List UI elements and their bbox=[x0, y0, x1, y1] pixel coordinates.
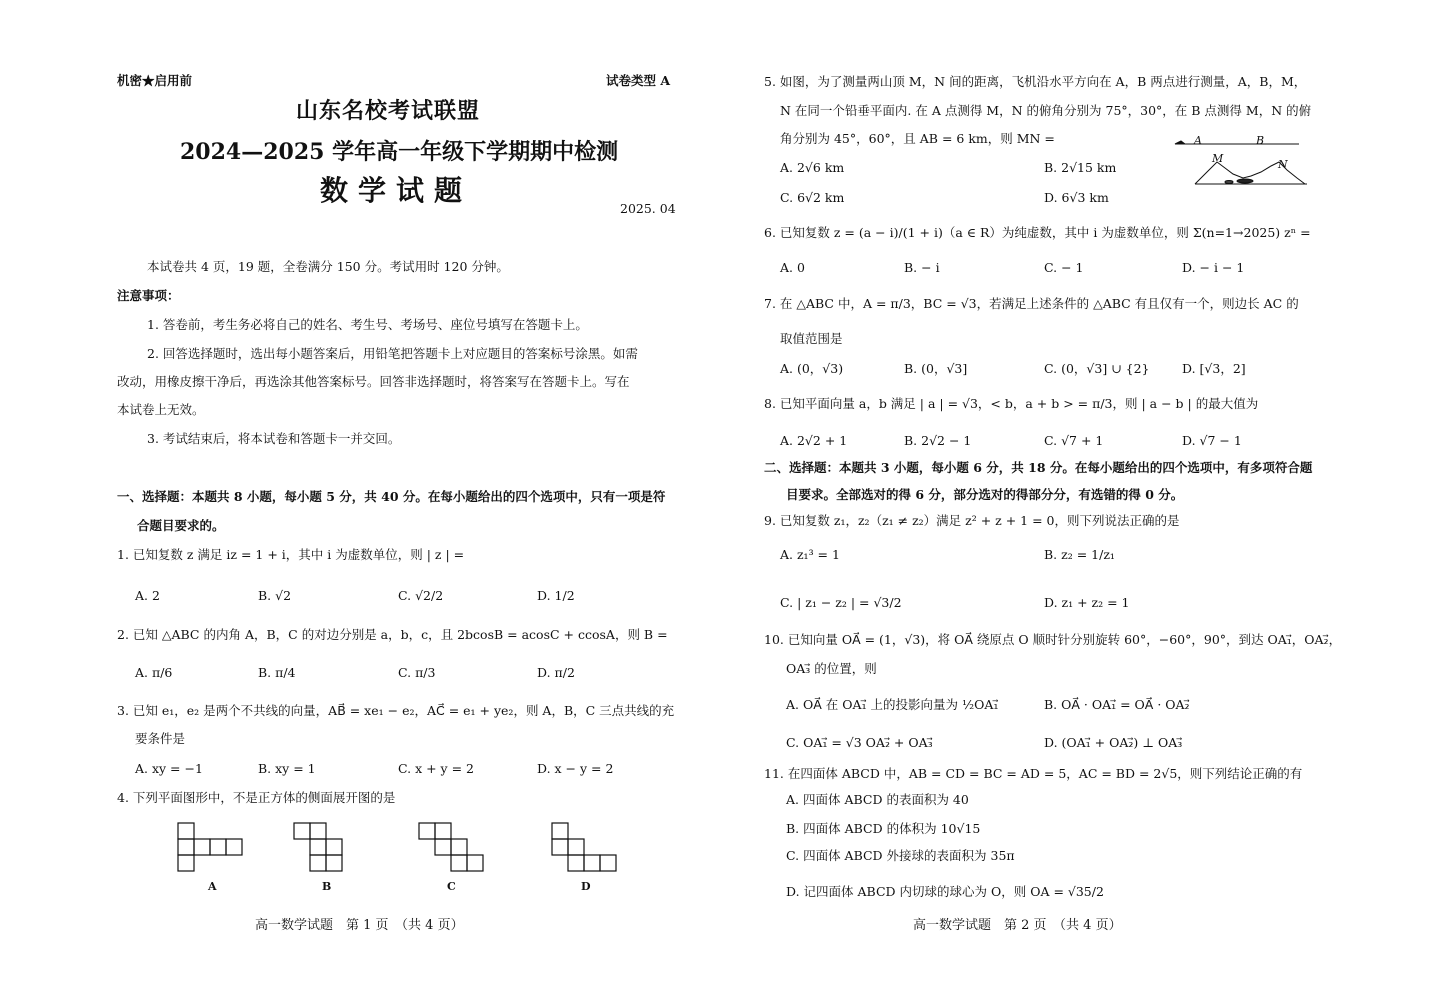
q7-option-a: A. (0，√3) bbox=[780, 361, 844, 376]
q5-option-a: A. 2√6 km bbox=[780, 160, 845, 175]
q11-option-c: C. 四面体 ABCD 外接球的表面积为 35π bbox=[786, 848, 1015, 863]
note-3: 3. 考试结束后，将本试卷和答题卡一并交回。 bbox=[147, 431, 401, 446]
confidential-mark: 机密★启用前 bbox=[117, 73, 193, 88]
exam-subject-title: 数学试题 bbox=[320, 174, 473, 207]
q2-option-b: B. π/4 bbox=[258, 665, 296, 680]
q8-option-a: A. 2√2 + 1 bbox=[780, 433, 848, 448]
note-1: 1. 答卷前，考生务必将自己的姓名、考生号、考场号、座位号填写在答题卡上。 bbox=[147, 317, 588, 332]
q10-option-a: A. OA⃗ 在 OA₁⃗ 上的投影向量为 ½OA₁⃗ bbox=[786, 697, 999, 712]
q11-option-a: A. 四面体 ABCD 的表面积为 40 bbox=[786, 792, 969, 807]
q5-label-b: B bbox=[1256, 134, 1265, 147]
section-2-heading-cont: 目要求。全部选对的得 6 分，部分选对的得部分分，有选错的得 0 分。 bbox=[786, 487, 1184, 502]
q10-option-b: B. OA⃗ · OA₁⃗ = OA⃗ · OA₂⃗ bbox=[1044, 697, 1190, 712]
q5-label-n: N bbox=[1278, 158, 1288, 171]
note-2-end: 本试卷上无效。 bbox=[117, 402, 205, 417]
cube-net-b-figure bbox=[293, 822, 361, 874]
q5-label-m: M bbox=[1212, 152, 1224, 165]
question-5-cont: N 在同一个铅垂平面内. 在 A 点测得 M，N 的俯角分别为 75°，30°，在 B 点测得 M，N 的俯 bbox=[780, 103, 1312, 118]
q10-option-d: D. (OA₁⃗ + OA₂⃗) ⊥ OA₃⃗ bbox=[1044, 735, 1183, 750]
q9-option-d: D. z₁ + z₂ = 1 bbox=[1044, 595, 1130, 610]
q1-option-a: A. 2 bbox=[135, 588, 160, 603]
exam-page-2 bbox=[718, 0, 1437, 1002]
question-3: 3. 已知 e₁，e₂ 是两个不共线的向量，AB⃗ = xe₁ − e₂，AC⃗ = e₁ + ye₂，则 A，B，C 三点共线的充 bbox=[117, 703, 675, 718]
question-3-cont: 要条件是 bbox=[135, 731, 186, 746]
q9-option-c: C. | z₁ − z₂ | = √3/2 bbox=[780, 595, 902, 610]
q1-option-c: C. √2/2 bbox=[398, 588, 444, 603]
q5-label-a: A bbox=[1194, 134, 1202, 147]
cube-net-c-label: C bbox=[447, 880, 456, 893]
section-2-heading: 二、选择题：本题共 3 小题，每小题 6 分，共 18 分。在每小题给出的四个选项中，有多项符合题 bbox=[764, 460, 1313, 475]
notes-title: 注意事项： bbox=[117, 288, 180, 303]
cube-net-d-figure bbox=[551, 822, 619, 874]
note-2-cont: 改动，用橡皮擦干净后，再选涂其他答案标号。回答非选择题时，将答案写在答题卡上。写在 bbox=[117, 374, 630, 389]
exam-page-1 bbox=[0, 0, 718, 1002]
question-6: 6. 已知复数 z = (a − i)/(1 + i)（a ∈ R）为纯虚数，其中 i 为虚数单位，则 Σ(n=1→2025) zⁿ = bbox=[764, 225, 1311, 240]
q11-option-d: D. 记四面体 ABCD 内切球的球心为 O，则 OA = √35/2 bbox=[786, 884, 1104, 899]
exam-term-title: 2024—2025 学年高一年级下学期期中检测 bbox=[180, 139, 619, 165]
q5-option-d: D. 6√3 km bbox=[1044, 190, 1109, 205]
question-5: 5. 如图，为了测量两山顶 M，N 间的距离，飞机沿水平方向在 A，B 两点进行测量，A，B，M， bbox=[764, 74, 1307, 89]
q5-option-c: C. 6√2 km bbox=[780, 190, 845, 205]
q9-option-b: B. z₂ = 1/z₁ bbox=[1044, 547, 1115, 562]
question-11: 11. 在四面体 ABCD 中，AB = CD = BC = AD = 5，AC = BD = 2√5，则下列结论正确的有 bbox=[764, 766, 1303, 781]
question-2: 2. 已知 △ABC 的内角 A，B，C 的对边分别是 a，b，c，且 2bcosB = acosC + ccosA，则 B = bbox=[117, 627, 668, 642]
exam-intro: 本试卷共 4 页，19 题，全卷满分 150 分。考试用时 120 分钟。 bbox=[147, 259, 509, 274]
q7-option-b: B. (0，√3] bbox=[904, 361, 968, 376]
cube-net-d-label: D bbox=[581, 880, 591, 893]
question-10: 10. 已知向量 OA⃗ = (1，√3)，将 OA⃗ 绕原点 O 顺时针分别旋转 60°，−60°，90°，到达 OA₁⃗，OA₂⃗， bbox=[764, 632, 1342, 647]
cube-net-b-label: B bbox=[322, 880, 332, 893]
q6-option-d: D. − i − 1 bbox=[1182, 260, 1245, 275]
exam-alliance-title: 山东名校考试联盟 bbox=[296, 98, 481, 124]
question-9: 9. 已知复数 z₁，z₂（z₁ ≠ z₂）满足 z² + z + 1 = 0，则下列说法正确的是 bbox=[764, 513, 1180, 528]
q8-option-c: C. √7 + 1 bbox=[1044, 433, 1104, 448]
question-7: 7. 在 △ABC 中，A = π/3，BC = √3，若满足上述条件的 △ABC 有且仅有一个，则边长 AC 的 bbox=[764, 296, 1299, 311]
q5-option-b: B. 2√15 km bbox=[1044, 160, 1117, 175]
cube-net-a-figure bbox=[177, 822, 245, 874]
question-1: 1. 已知复数 z 满足 iz = 1 + i，其中 i 为虚数单位，则 | z | = bbox=[117, 547, 465, 562]
cube-net-c-figure bbox=[418, 822, 486, 874]
q6-option-a: A. 0 bbox=[780, 260, 805, 275]
q7-option-d: D. [√3，2] bbox=[1182, 361, 1246, 376]
page-2-footer: 高一数学试题 第 2 页 （共 4 页） bbox=[913, 918, 1122, 933]
q9-option-a: A. z₁³ = 1 bbox=[780, 547, 840, 562]
q6-option-c: C. − 1 bbox=[1044, 260, 1084, 275]
exam-date: 2025. 04 bbox=[620, 201, 676, 216]
q7-option-c: C. (0，√3] ∪ {2} bbox=[1044, 361, 1150, 376]
q2-option-d: D. π/2 bbox=[537, 665, 575, 680]
note-2: 2. 回答选择题时，选出每小题答案后，用铅笔把答题卡上对应题目的答案标号涂黑。如需 bbox=[147, 346, 638, 361]
q8-option-b: B. 2√2 − 1 bbox=[904, 433, 972, 448]
q2-option-c: C. π/3 bbox=[398, 665, 436, 680]
question-8: 8. 已知平面向量 a，b 满足 | a | = √3，< b，a + b > = π/3，则 | a − b | 的最大值为 bbox=[764, 396, 1259, 411]
q6-option-b: B. − i bbox=[904, 260, 940, 275]
question-10-cont: OA₃⃗ 的位置，则 bbox=[786, 661, 877, 676]
question-5-end: 角分别为 45°，60°，且 AB = 6 km，则 MN = bbox=[780, 131, 1055, 146]
paper-type: 试卷类型 A bbox=[606, 73, 671, 88]
q3-option-c: C. x + y = 2 bbox=[398, 761, 474, 776]
question-4: 4. 下列平面图形中，不是正方体的侧面展开图的是 bbox=[117, 790, 396, 805]
q3-option-b: B. xy = 1 bbox=[258, 761, 316, 776]
cube-net-a-label: A bbox=[208, 880, 217, 893]
question-7-cont: 取值范围是 bbox=[780, 331, 843, 346]
section-1-heading-cont: 合题目要求的。 bbox=[137, 518, 225, 533]
q1-option-b: B. √2 bbox=[258, 588, 292, 603]
q3-option-a: A. xy = −1 bbox=[135, 761, 203, 776]
section-1-heading: 一、选择题：本题共 8 小题，每小题 5 分，共 40 分。在每小题给出的四个选项中，只有一项是符 bbox=[117, 489, 666, 504]
q2-option-a: A. π/6 bbox=[135, 665, 173, 680]
q11-option-b: B. 四面体 ABCD 的体积为 10√15 bbox=[786, 821, 981, 836]
q10-option-c: C. OA₁⃗ = √3 OA₂⃗ + OA₃⃗ bbox=[786, 735, 933, 750]
q3-option-d: D. x − y = 2 bbox=[537, 761, 614, 776]
page-1-footer: 高一数学试题 第 1 页 （共 4 页） bbox=[255, 918, 464, 933]
q8-option-d: D. √7 − 1 bbox=[1182, 433, 1242, 448]
q1-option-d: D. 1/2 bbox=[537, 588, 575, 603]
